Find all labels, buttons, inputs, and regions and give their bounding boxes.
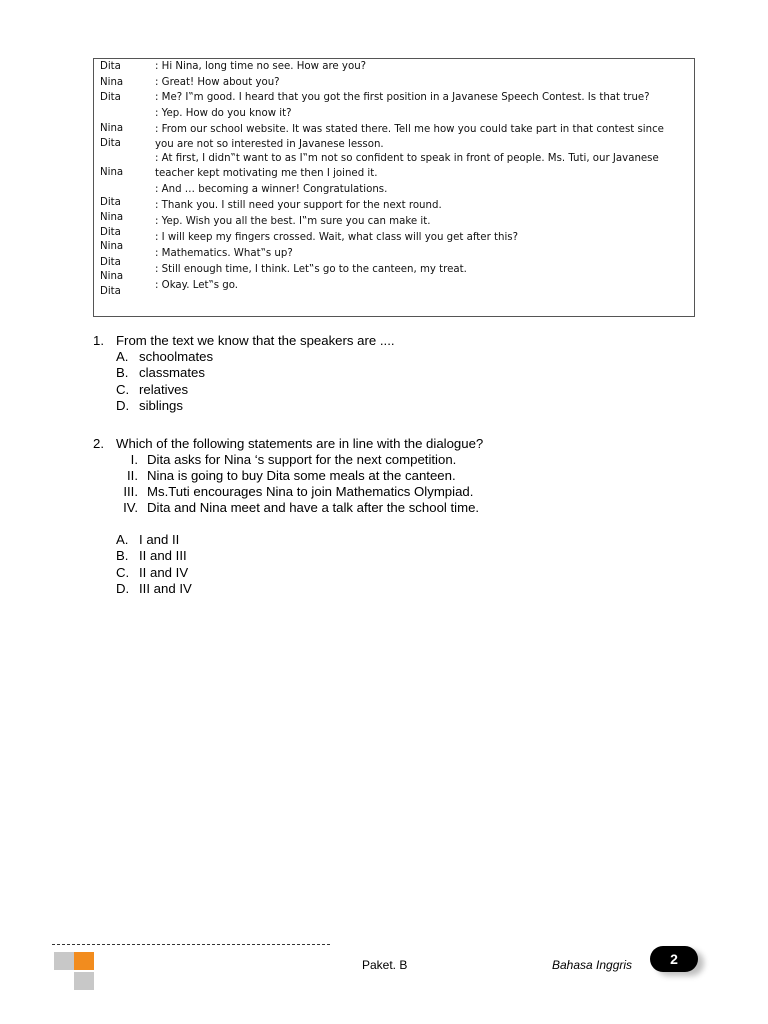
speaker-name: Nina	[100, 241, 124, 252]
dialogue-line: teacher kept motivating me then I joined it.	[155, 168, 378, 179]
statement-text: Dita and Nina meet and have a talk after the school time.	[147, 500, 480, 515]
dialogue-line: : Yep. Wish you all the best. I‟m sure you can make it.	[155, 216, 431, 227]
statement-label: II.	[127, 468, 138, 483]
statement-text: Nina is going to buy Dita some meals at the canteen.	[147, 468, 456, 483]
speaker-name: Dita	[100, 286, 121, 297]
dialogue-line: : Me? I‟m good. I heard that you got the first position in a Javanese Speech Contest. Is that true?	[155, 92, 650, 103]
question-stem: From the text we know that the speakers are ....	[116, 333, 395, 348]
logo-square-grey-icon	[74, 972, 94, 990]
speaker-name: Dita	[100, 197, 121, 208]
speaker-name: Nina	[100, 167, 124, 178]
package-label: Paket. B	[362, 958, 408, 972]
dialogue-line: : Hi Nina, long time no see. How are you?	[155, 61, 367, 72]
question-1	[93, 333, 693, 415]
option-label: B.	[116, 365, 129, 380]
statement-item	[93, 452, 683, 468]
dialogue-box	[93, 58, 695, 317]
speaker-name: Nina	[100, 77, 124, 88]
page-number-badge: 2	[650, 946, 698, 972]
footer-divider	[52, 944, 330, 945]
option-label: B.	[116, 548, 129, 563]
logo-square-grey-icon	[54, 952, 74, 970]
dialogue-line: : At first, I didn‟t want to as I‟m not so confident to speak in front of people. Ms. Tuti, our Javanese	[155, 153, 659, 164]
dialogue-line: : Yep. How do you know it?	[155, 108, 292, 119]
option-label: A.	[116, 532, 129, 547]
question-number: 2.	[93, 436, 104, 451]
dialogue-line: you are not so interested in Javanese lesson.	[155, 139, 384, 150]
option-label: C.	[116, 565, 130, 580]
speaker-name: Dita	[100, 61, 121, 72]
statement-text: Dita asks for Nina ‘s support for the next competition.	[147, 452, 457, 467]
question-stem: Which of the following statements are in line with the dialogue?	[116, 436, 484, 451]
speaker-name: Nina	[100, 123, 124, 134]
statement-label: IV.	[123, 500, 138, 515]
logo-square-orange-icon	[74, 952, 94, 970]
speaker-name: Nina	[100, 212, 124, 223]
option-label: D.	[116, 581, 130, 596]
option-text: III and IV	[139, 581, 192, 596]
speaker-name: Dita	[100, 257, 121, 268]
option-label: D.	[116, 398, 130, 413]
option-text: classmates	[139, 365, 205, 380]
speaker-name: Dita	[100, 92, 121, 103]
dialogue-line: : From our school website. It was stated there. Tell me how you could take part in that contest since	[155, 124, 664, 135]
option-text: I and II	[139, 532, 180, 547]
speaker-name: Dita	[100, 227, 121, 238]
option-label: C.	[116, 382, 130, 397]
statement-label: III.	[123, 484, 138, 499]
statement-text: Ms.Tuti encourages Nina to join Mathematics Olympiad.	[147, 484, 474, 499]
dialogue-line: : And … becoming a winner! Congratulations.	[155, 184, 388, 195]
dialogue-line: : Okay. Let‟s go.	[155, 280, 239, 291]
dialogue-line: : I will keep my fingers crossed. Wait, what class will you get after this?	[155, 232, 518, 243]
statement-item	[93, 500, 683, 516]
statement-item	[93, 484, 683, 500]
question-2	[93, 436, 713, 600]
dialogue-line: : Mathematics. What‟s up?	[155, 248, 293, 259]
option-text: II and IV	[139, 565, 189, 580]
option-text: siblings	[139, 398, 183, 413]
speaker-name: Nina	[100, 271, 124, 282]
statement-label: I.	[130, 452, 138, 467]
option-text: II and III	[139, 548, 187, 563]
option-text: relatives	[139, 382, 189, 397]
option-label: A.	[116, 349, 129, 364]
speaker-name: Dita	[100, 138, 121, 149]
dialogue-line: : Great! How about you?	[155, 77, 280, 88]
dialogue-line: : Thank you. I still need your support for the next round.	[155, 200, 442, 211]
question-number: 1.	[93, 333, 104, 348]
dialogue-line: : Still enough time, I think. Let‟s go to the canteen, my treat.	[155, 264, 467, 275]
option-text: schoolmates	[139, 349, 214, 364]
subject-label: Bahasa Inggris	[552, 958, 633, 972]
statement-item	[93, 468, 683, 484]
